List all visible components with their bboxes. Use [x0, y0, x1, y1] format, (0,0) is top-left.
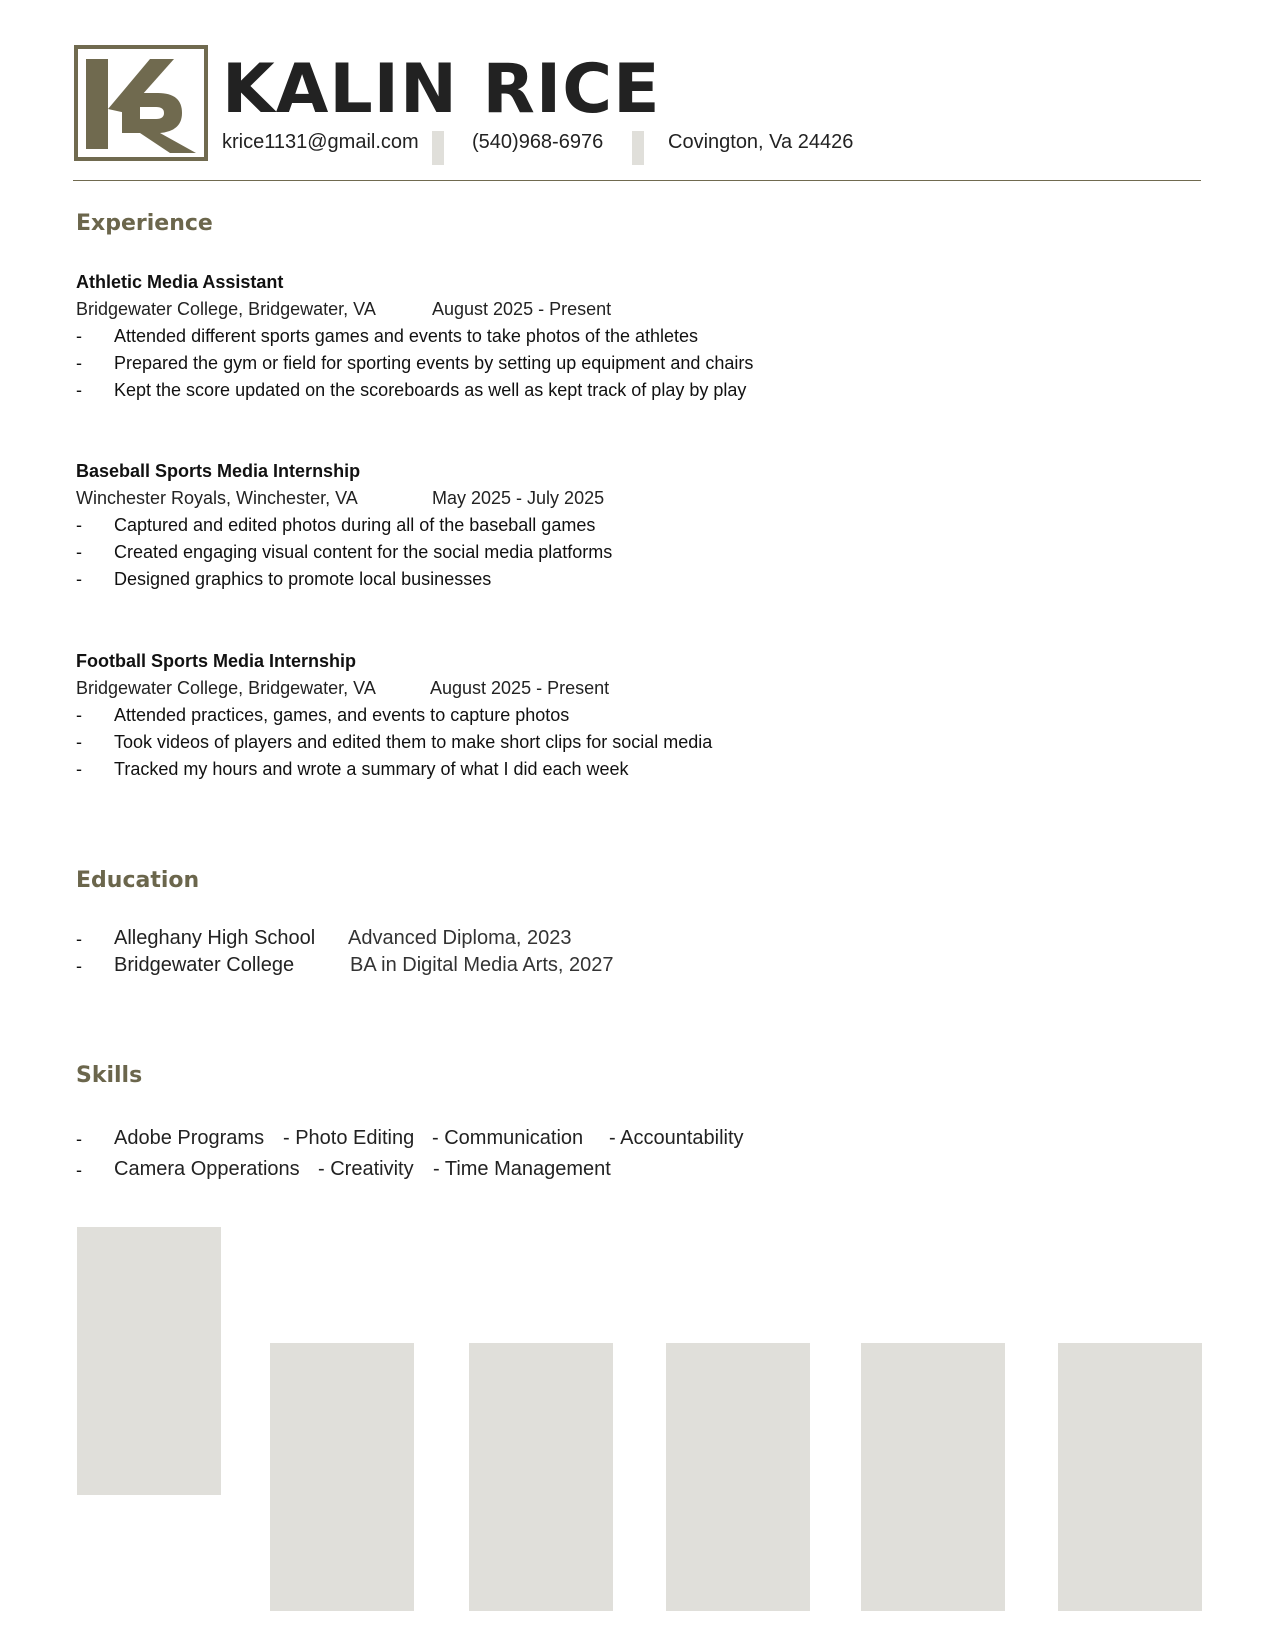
bullet-dash: -	[76, 1160, 82, 1180]
photo-placeholder	[77, 1227, 221, 1495]
job-place: Bridgewater College, Bridgewater, VA	[76, 299, 376, 319]
candidate-name: KALIN RICE	[222, 50, 661, 129]
photo-placeholder	[469, 1343, 613, 1611]
contact-email[interactable]: krice1131@gmail.com	[222, 131, 419, 153]
bullet-dash: -	[76, 569, 82, 589]
job-title: Baseball Sports Media Internship	[76, 461, 361, 481]
bullet-dash: -	[76, 326, 82, 346]
job-dates: August 2025 - Present	[430, 678, 610, 698]
job-bullet: Kept the score updated on the scoreboards as well as kept track of play by play	[114, 380, 747, 400]
bullet-dash: -	[76, 759, 82, 779]
skill-item: Adobe Programs	[114, 1127, 265, 1149]
job-bullet: Attended practices, games, and events to capture photos	[114, 705, 570, 725]
bullet-dash: -	[76, 353, 82, 373]
kr-monogram-icon	[78, 49, 204, 157]
education-school: Bridgewater College	[114, 954, 295, 976]
job-title: Football Sports Media Internship	[76, 651, 357, 671]
education-degree: Advanced Diploma, 2023	[348, 927, 572, 949]
logo	[74, 45, 208, 161]
bullet-dash: -	[76, 542, 82, 562]
bullet-dash: -	[76, 515, 82, 535]
job-title: Athletic Media Assistant	[76, 272, 284, 292]
contact-separator	[432, 131, 444, 165]
job-bullet: Attended different sports games and events to take photos of the athletes	[114, 326, 699, 346]
education-school: Alleghany High School	[114, 927, 316, 949]
header-divider	[73, 180, 1201, 181]
job-dates: May 2025 - July 2025	[432, 488, 605, 508]
job-bullet: Captured and edited photos during all of the baseball games	[114, 515, 596, 535]
job-place: Bridgewater College, Bridgewater, VA	[76, 678, 376, 698]
skill-item: Camera Opperations	[114, 1158, 300, 1180]
bullet-dash: -	[76, 705, 82, 725]
job-bullet: Prepared the gym or field for sporting events by setting up equipment and chairs	[114, 353, 754, 373]
contact-separator	[632, 131, 644, 165]
photo-placeholder	[270, 1343, 414, 1611]
job-bullet: Created engaging visual content for the social media platforms	[114, 542, 613, 562]
skill-item: - Communication	[432, 1127, 584, 1149]
skill-item: - Creativity	[318, 1158, 414, 1180]
skill-item: - Accountability	[609, 1127, 744, 1149]
skills-heading: Skills	[76, 1063, 143, 1088]
job-bullet: Tracked my hours and wrote a summary of what I did each week	[114, 759, 629, 779]
bullet-dash: -	[76, 1129, 82, 1149]
bullet-dash: -	[76, 732, 82, 752]
experience-heading: Experience	[76, 211, 213, 236]
skill-item: - Photo Editing	[283, 1127, 415, 1149]
job-dates: August 2025 - Present	[432, 299, 612, 319]
contact-phone[interactable]: (540)968-6976	[472, 131, 604, 153]
photo-placeholder	[1058, 1343, 1202, 1611]
job-place: Winchester Royals, Winchester, VA	[76, 488, 358, 508]
education-heading: Education	[76, 868, 200, 893]
bullet-dash: -	[76, 380, 82, 400]
job-bullet: Took videos of players and edited them to make short clips for social media	[114, 732, 713, 752]
job-bullet: Designed graphics to promote local businesses	[114, 569, 492, 589]
photo-placeholder	[666, 1343, 810, 1611]
contact-location: Covington, Va 24426	[668, 131, 854, 153]
skill-item: - Time Management	[433, 1158, 611, 1180]
bullet-dash: -	[76, 929, 82, 949]
education-degree: BA in Digital Media Arts, 2027	[350, 954, 614, 976]
bullet-dash: -	[76, 956, 82, 976]
photo-placeholder	[861, 1343, 1005, 1611]
